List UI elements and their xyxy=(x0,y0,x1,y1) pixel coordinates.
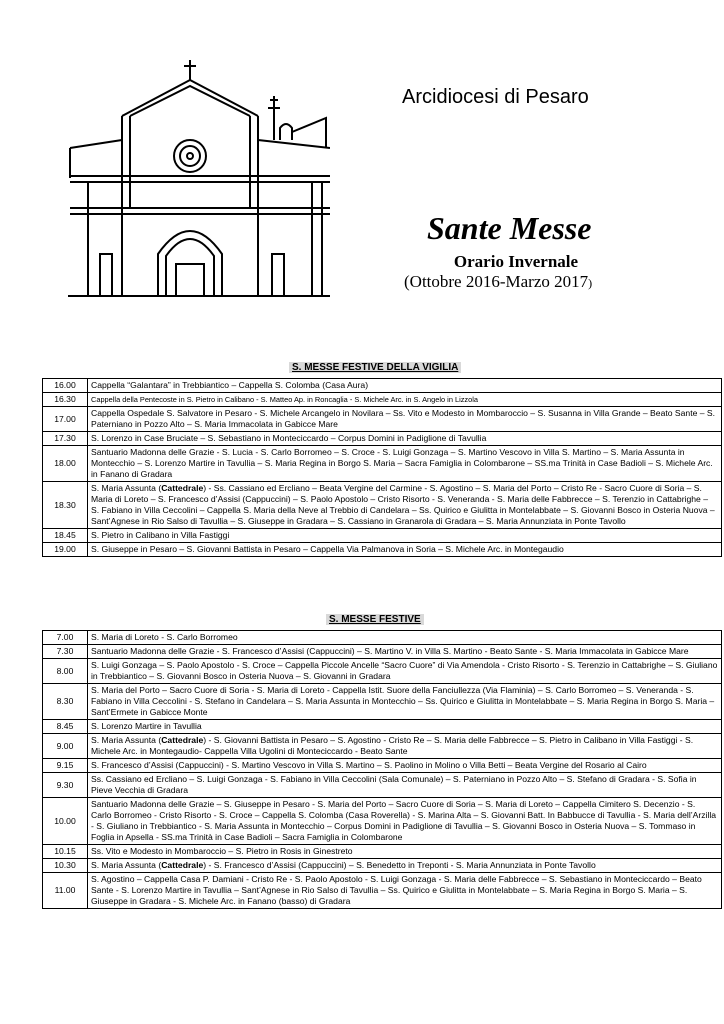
church-logo xyxy=(68,58,330,298)
church-list: Cappella “Galantara” in Trebbiantico – Cappella S. Colomba (Casa Aura) xyxy=(88,379,722,393)
church-list: Ss. Vito e Modesto in Mombaroccio – S. Pietro in Rosis in Ginestreto xyxy=(88,845,722,859)
mass-time: 9.30 xyxy=(43,773,88,798)
table-row xyxy=(43,659,722,684)
mass-time: 8.30 xyxy=(43,684,88,720)
table-row xyxy=(43,393,722,407)
church-list: S. Giuseppe in Pesaro – S. Giovanni Battista in Pesaro – Cappella Via Palmanova in Soria – S. Michele Arc. in Montegaudio xyxy=(88,543,722,557)
table-row xyxy=(43,379,722,393)
table-row xyxy=(43,859,722,873)
table-row xyxy=(43,631,722,645)
mass-time: 9.00 xyxy=(43,734,88,759)
document-title: Sante Messe xyxy=(427,210,592,246)
cathedral-label: Cattedrale xyxy=(161,860,204,870)
table-row xyxy=(43,432,722,446)
mass-time: 10.15 xyxy=(43,845,88,859)
document-subtitle: Orario Invernale xyxy=(453,252,579,271)
section-title-festive: S. MESSE FESTIVE xyxy=(326,614,424,625)
church-list: S. Maria del Porto – Sacro Cuore di Soria - S. Maria di Loreto - Cappella Istit. Suore della Fanciullezza (Via Flaminia) – S. Carlo Borromeo – S. Veneranda - S. Fabiano in Villa Ceccolini - S. Stefano in Candelara – S. Maria Assunta in Montecchio – Ss. Quirico e Giulitta in Montelabbate – S. Maria Regina in Borgo S. Maria – Sant’Ermete in Gabicce Monte xyxy=(88,684,722,720)
header xyxy=(0,0,724,320)
mass-time: 18.00 xyxy=(43,446,88,482)
table-row xyxy=(43,720,722,734)
cathedral-label: Cattedrale xyxy=(161,735,204,745)
mass-time: 7.00 xyxy=(43,631,88,645)
table-row xyxy=(43,873,722,909)
church-list: S. Francesco d’Assisi (Cappuccini) - S. Martino Vescovo in Villa S. Martino – S. Paolino in Molino o Villa Betti – Beata Vergine del Rosario al Cairo xyxy=(88,759,722,773)
church-list-prefix: S. Maria Assunta ( xyxy=(91,735,162,745)
table-row xyxy=(43,645,722,659)
mass-time: 16.30 xyxy=(43,393,88,407)
period xyxy=(404,272,592,292)
diocese-name: Arcidiocesi di Pesaro xyxy=(402,86,589,108)
mass-time: 17.00 xyxy=(43,407,88,432)
table-row xyxy=(43,759,722,773)
mass-time: 19.00 xyxy=(43,543,88,557)
church-list: Santuario Madonna delle Grazie - S. Francesco d’Assisi (Cappuccini) – S. Martino V. in Villa S. Martino - Beato Sante - S. Maria Immacolata in Gabicce Mare xyxy=(88,645,722,659)
table-row xyxy=(43,482,722,529)
church-list: S. Lorenzo in Case Bruciate – S. Sebastiano in Monteciccardo – Corpus Domini in Padiglione di Tavullia xyxy=(88,432,722,446)
mass-time: 18.45 xyxy=(43,529,88,543)
table-vigilia xyxy=(42,378,722,557)
church-list: S. Lorenzo Martire in Tavullia xyxy=(88,720,722,734)
table-festive xyxy=(42,630,722,909)
church-list xyxy=(88,734,722,759)
table-row xyxy=(43,543,722,557)
mass-time: 10.00 xyxy=(43,798,88,845)
mass-time: 11.00 xyxy=(43,873,88,909)
table-row xyxy=(43,446,722,482)
section-title-vigilia: S. MESSE FESTIVE DELLA VIGILIA xyxy=(289,362,461,373)
church-list: Cappella della Pentecoste in S. Pietro in Calibano - S. Matteo Ap. in Roncaglia - S. Michele Arc. in S. Angelo in Lizzola xyxy=(88,393,722,407)
church-list: S. Luigi Gonzaga – S. Paolo Apostolo - S. Croce – Cappella Piccole Ancelle “Sacro Cuore” di Via Amendola - Cristo Risorto - S. Terenzio in Cattabrighe – S. Giuliano in Trebbiantico – S. Giovanni Bosco in Osteria Nuova – S. Giovanni in Gradara xyxy=(88,659,722,684)
table-row xyxy=(43,734,722,759)
church-list-text: ) - S. Giovanni Battista in Pesaro – S. Agostino - Cristo Re – S. Maria delle Fabbrecce – S. Pietro in Calibano in Villa Fastiggi - S. Michele Arc. in Montegaudio- Cappella Villa Ugolini di Monteciccardo - Beato Sante xyxy=(91,735,694,756)
mass-time: 7.30 xyxy=(43,645,88,659)
church-list: Santuario Madonna delle Grazie – S. Giuseppe in Pesaro - S. Maria del Porto – Sacro Cuore di Soria – S. Maria di Loreto – Cappella Cimitero S. Decenzio - S. Carlo Borromeo - Cristo Risorto - S. Croce – Cappella S. Colomba (Casa Roverella) - S. Marina Alta – S. Giovanni Batt. In Babbucce di Tavullia - S. Maria dell’Arzilla - S. Giuliano in Trebbiantico - S. Maria Assunta in Montecchio – Corpus Domini in Padiglione di Tavullia – S. Giovanni Bosco in Osteria Nuova – S. Tommaso in Foglia in Apsella - SS.ma Trinità in Case Badioli – Sacra Famiglia in Colombarone xyxy=(88,798,722,845)
church-list xyxy=(88,482,722,529)
mass-time: 17.30 xyxy=(43,432,88,446)
table-row xyxy=(43,798,722,845)
church-list: Ss. Cassiano ed Ercliano – S. Luigi Gonzaga - S. Fabiano in Villa Ceccolini (Sala Comunale) – S. Paterniano in Pozzo Alto – S. Stefano di Gradara - S. Sofia in Pieve Vecchia di Gradara xyxy=(88,773,722,798)
table-row xyxy=(43,773,722,798)
church-list-prefix: S. Maria Assunta ( xyxy=(91,483,162,493)
period-close: ) xyxy=(588,276,593,290)
church-list-text: ) - S. Francesco d’Assisi (Cappuccini) – S. Benedetto in Treponti - S. Maria Annunziata in Ponte Tavollo xyxy=(203,860,596,870)
table-row xyxy=(43,407,722,432)
church-list-text: ) - Ss. Cassiano ed Ercliano – Beata Vergine del Carmine - S. Agostino – S. Maria del Porto – Cristo Re - Sacro Cuore di Soria – S. Maria di Loreto – S. Francesco d’Assisi (Cappuccini) – S. Paolo Apostolo – Cristo Risorto - S. Veneranda - S. Maria delle Fabbrecce – S. Terenzio in Cattabrighe – S. Fabiano in Villa Ceccolini – Cappella S. Maria della Neve al Trebbio di Candelara – Ss. Quirico e Giulitta in Montelabbate – S. Giovanni Bosco in Osteria Nuova – Sant’Agnese in Rio Salso di Tavullia – S. Giuseppe in Gradara – S. Cassiano in Granarola di Gradara – S. Maria Annunziata in Ponte Tavollo xyxy=(91,483,715,526)
mass-time: 8.45 xyxy=(43,720,88,734)
cathedral-label: Cattedrale xyxy=(161,483,204,493)
mass-time: 9.15 xyxy=(43,759,88,773)
mass-time: 16.00 xyxy=(43,379,88,393)
church-list: Santuario Madonna delle Grazie - S. Lucia - S. Carlo Borromeo – S. Croce - S. Luigi Gonzaga – S. Martino Vescovo in Villa S. Martino – S. Maria Assunta in Montecchio – S. Lorenzo Martire in Tavullia – S. Maria Regina in Borgo S. Maria – Sacra Famiglia in Colombarone – SS.ma Trinità in Case Badioli – S. Michele Arc. in Fanano di Gradara xyxy=(88,446,722,482)
church-list xyxy=(88,859,722,873)
church-list: S. Pietro in Calibano in Villa Fastiggi xyxy=(88,529,722,543)
church-list: S. Agostino – Cappella Casa P. Damiani - Cristo Re - S. Paolo Apostolo - S. Luigi Gonzaga - S. Maria delle Fabbrecce – S. Sebastiano in Monteciccardo – Beato Sante - S. Lorenzo Martire in Tavullia – Sant’Agnese in Rio Salso di Tavullia – Ss. Quirico e Giulitta in Montelabbate – S. Maria Regina in Borgo S. Maria – S. Giuseppe in Gradara - S. Michele Arc. in Fanano (basso) di Gradara xyxy=(88,873,722,909)
church-list-prefix: S. Maria Assunta ( xyxy=(91,860,162,870)
mass-time: 10.30 xyxy=(43,859,88,873)
church-list: Cappella Ospedale S. Salvatore in Pesaro - S. Michele Arcangelo in Novilara – Ss. Vito e Modesto in Mombaroccio – S. Susanna in Villa Grande – Beato Sante – S. Paterniano in Pozzo Alto – S. Maria Immacolata in Gabicce Mare xyxy=(88,407,722,432)
period-text: (Ottobre 2016-Marzo 2017 xyxy=(404,272,589,291)
table-row xyxy=(43,845,722,859)
mass-time: 18.30 xyxy=(43,482,88,529)
table-row xyxy=(43,684,722,720)
table-row xyxy=(43,529,722,543)
church-list: S. Maria di Loreto - S. Carlo Borromeo xyxy=(88,631,722,645)
mass-time: 8.00 xyxy=(43,659,88,684)
